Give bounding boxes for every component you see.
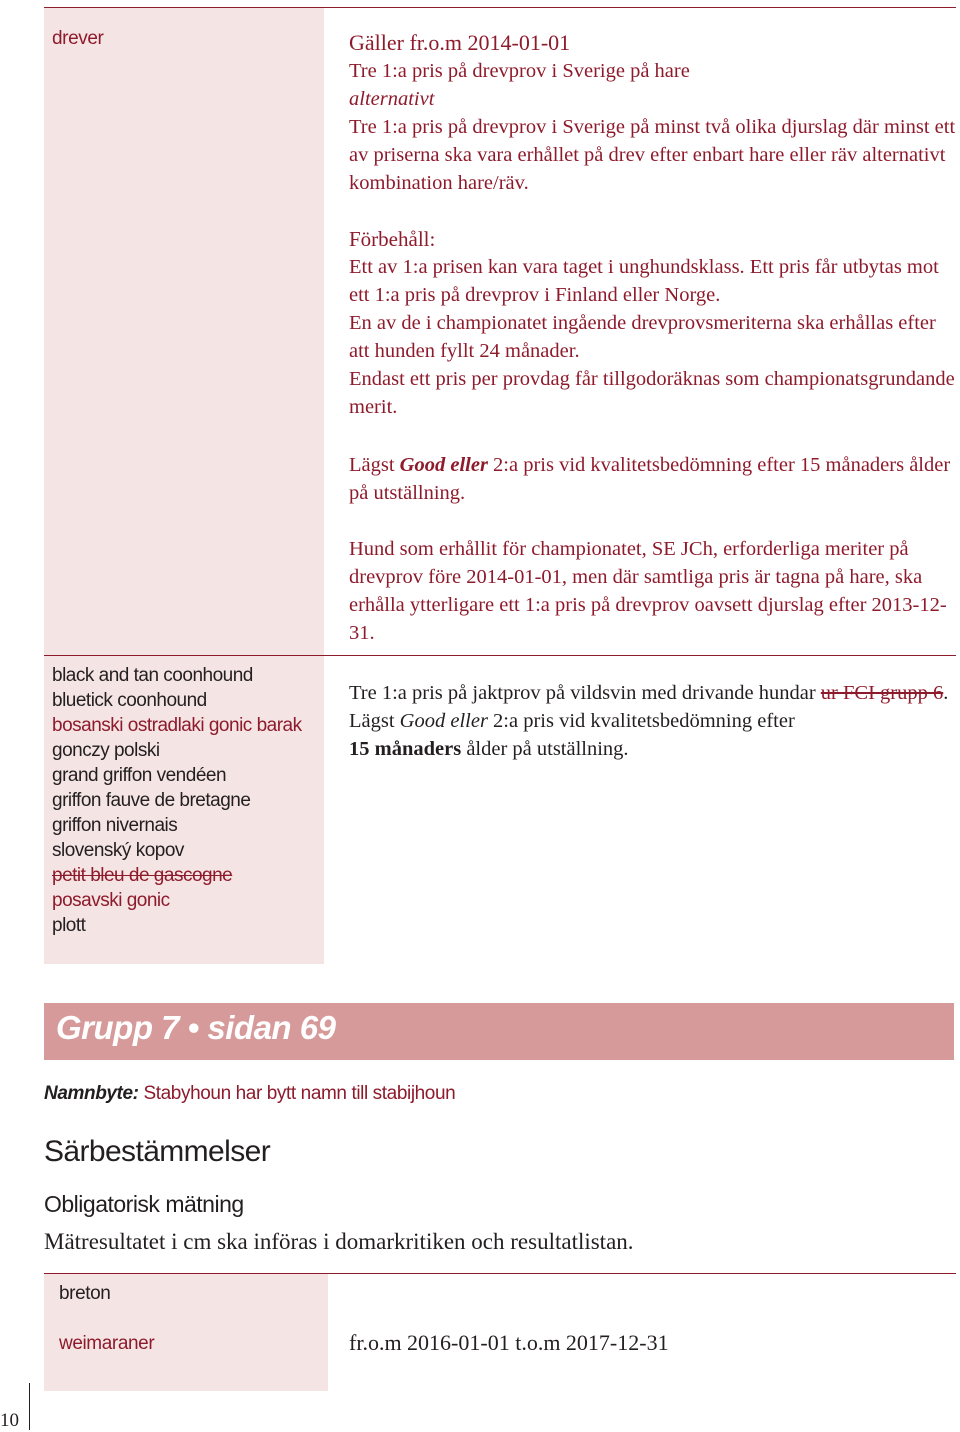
- reservation-heading: Förbehåll:: [349, 227, 436, 251]
- show-age: 15 månaders: [349, 738, 462, 760]
- reservation-text: Ett av 1:a prisen kan vara taget i unghundsklass. Ett pris får utbytas mot ett 1:a pris på drevprov i Finland eller Norge.: [349, 256, 939, 306]
- hound-requirements: [349, 679, 959, 763]
- show-text: 2:a pris vid kvalitetsbedömning efter: [487, 710, 795, 732]
- breed-list-item: petit bleu de gascogne: [52, 865, 233, 886]
- hound-breed-list: [52, 663, 320, 938]
- show-grade: Good eller: [399, 710, 488, 732]
- breed-list-item: black and tan coonhound: [52, 665, 253, 686]
- page-margin-rule: [29, 1383, 30, 1430]
- requirement-text: Tre 1:a pris på jaktprov på vildsvin med drivande hundar: [349, 682, 821, 704]
- transition-note: Hund som erhållit för championatet, SE JCh, erforderliga meriter på drevprov före 2014-01-01, men där samtliga pris är tagna på hare, ska erhålla ytterligare ett 1:a pris på drevprov oavsett djurslag efter 2013-12-31.: [349, 538, 947, 644]
- show-text: 2:a pris vid kvalitetsbedömning efter 15 månaders ålder på utställning.: [349, 454, 951, 504]
- breed-list-item: posavski gonic: [52, 890, 170, 911]
- breed-list-item: bosanski ostradlaki gonic barak: [52, 715, 302, 736]
- breed-list-item: griffon nivernais: [52, 815, 178, 836]
- breed-list-item: grand griffon vendéen: [52, 765, 227, 786]
- show-requirement: [349, 735, 959, 763]
- name-change-label: Namnbyte:: [44, 1083, 139, 1104]
- show-text: ålder på utställning.: [461, 738, 629, 760]
- group-banner-title: Grupp 7 • sidan 69: [56, 1009, 336, 1046]
- breed-label-weimaraner: weimaraner: [59, 1333, 155, 1354]
- measurement-text: Mätresultatet i cm ska införas i domarkritiken och resultatlistan.: [44, 1229, 634, 1254]
- show-text: Lägst: [349, 710, 400, 732]
- drever-requirements: [349, 29, 959, 647]
- breed-label-breton: breton: [59, 1283, 111, 1304]
- name-change-text: Stabyhoun har bytt namn till stabijhoun: [143, 1083, 456, 1104]
- name-change-note: [44, 1083, 455, 1105]
- breed-list-item: griffon fauve de bretagne: [52, 790, 251, 811]
- reservation-text: Endast ett pris per provdag får tillgodoräknas som championatsgrundande merit.: [349, 368, 955, 418]
- effective-date-heading: Gäller fr.o.m 2014-01-01: [349, 30, 571, 55]
- requirement-line: Tre 1:a pris på drevprov i Sverige på hare: [349, 60, 690, 82]
- alternative-label: alternativt: [349, 88, 435, 110]
- table-top-rule: [44, 7, 956, 8]
- table-top-rule: [44, 1273, 956, 1274]
- page-number: 10: [0, 1410, 19, 1431]
- group-banner: [44, 1003, 954, 1060]
- requirement-line: [349, 679, 959, 707]
- requirement-line: Tre 1:a pris på drevprov i Sverige på minst två olika djurslag där minst ett av priserna ska vara erhållet på drev efter enbart hare eller räv alternativt kombination hare/räv.: [349, 116, 956, 194]
- breed-list-item: plott: [52, 915, 86, 936]
- requirement-text: .: [943, 682, 949, 704]
- measurement-heading: Obligatorisk mätning: [44, 1191, 244, 1217]
- breed-requirements-table: [44, 7, 956, 964]
- table-row-divider: [44, 655, 956, 656]
- show-requirement: [349, 451, 959, 507]
- show-requirement: [349, 707, 959, 735]
- breed-list-item: slovenský kopov: [52, 840, 184, 861]
- show-grade: Good eller: [399, 454, 488, 476]
- measurement-breed-table: [44, 1273, 956, 1391]
- breed-label-drever: drever: [52, 28, 104, 49]
- breed-list-item: bluetick coonhound: [52, 690, 207, 711]
- special-rules-heading: Särbestämmelser: [44, 1135, 271, 1168]
- show-text: Lägst: [349, 454, 400, 476]
- date-range: fr.o.m 2016-01-01 t.o.m 2017-12-31: [349, 1330, 669, 1355]
- breed-list-item: gonczy polski: [52, 740, 160, 761]
- reservation-text: En av de i championatet ingående drevprovsmeriterna ska erhållas efter att hunden fyllt 24 månader.: [349, 312, 936, 362]
- struck-text: ur FCI grupp 6: [820, 682, 944, 704]
